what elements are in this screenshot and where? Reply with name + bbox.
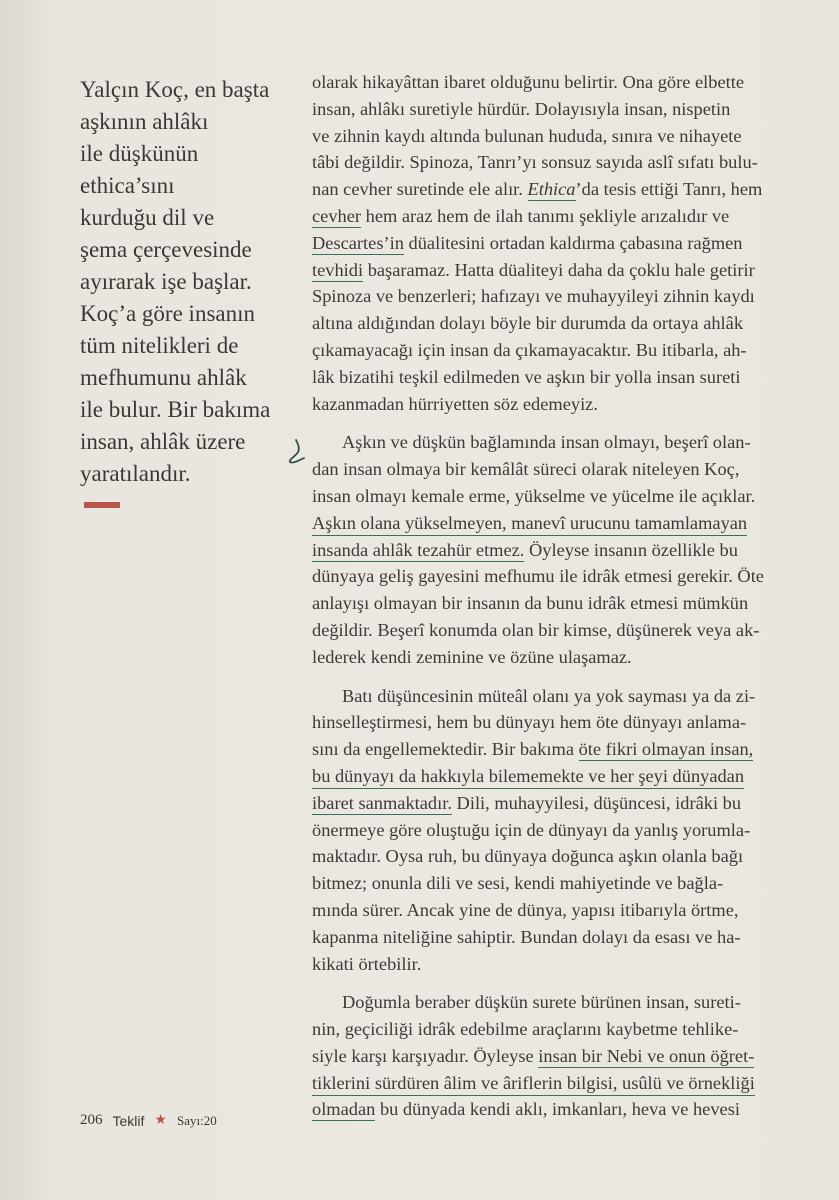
text-line: bitmez; onunla dili ve sesi, kendi mahiyetinde ve bağla-: [312, 873, 724, 894]
text-line: hinselleştirmesi, hem bu dünyayı hem öte dünyayı anlama-: [312, 712, 747, 733]
text-line: dünyaya geliş gayesini mefhumu ile idrâk etmesi gerekir. Öte: [312, 566, 764, 587]
text-line: kazanmadan hürriyetten söz edemeyiz.: [312, 393, 598, 414]
pull-quote-line: insan, ahlâk üzere: [80, 429, 246, 454]
pull-quote: [80, 74, 295, 490]
star-icon: ★: [154, 1113, 167, 1128]
text-line: çıkamayacağı için insan da çıkamayacaktır. Bu itibarla, ah-: [312, 339, 747, 360]
text-line: ibaret sanmaktadır. Dili, muhayyilesi, düşüncesi, idrâki bu: [312, 792, 742, 813]
text-line: değildir. Beşerî konumda olan bir kimse, düşünerek veya ak-: [312, 619, 760, 640]
magazine-name: Teklif: [112, 1112, 145, 1129]
text-line: Spinoza ve benzerleri; hafızayı ve muhayyileyi zihnin kaydı: [312, 286, 755, 307]
text-line: Doğumla beraber düşkün surete bürünen insan, sureti-: [342, 992, 741, 1013]
pull-quote-line: kurduğu dil ve: [80, 205, 215, 230]
underlined-phrase: Aşkın olana yükselmeyen, manevî urucunu tamamlamayan: [312, 513, 747, 536]
pull-quote-line: şema çerçevesinde: [80, 237, 252, 262]
text-line: ve zihnin kaydı altında bulunan hududa, sınıra ve nihayete: [312, 125, 742, 146]
pull-quote-line: ile bulur. Bir bakıma: [80, 397, 271, 422]
text-line: [312, 1073, 790, 1100]
text-line: nan cevher suretinde ele alır. Ethica’da tesis ettiği Tanrı, hem: [312, 179, 763, 200]
text-line: [312, 513, 790, 540]
text-line: Batı düşüncesinin müteâl olanı ya yok sayması ya da zi-: [342, 685, 756, 706]
underlined-phrase: tevhidi: [312, 259, 364, 280]
text-line: önermeye göre oluştuğu için de dünyayı da yanlış yorumla-: [312, 819, 751, 840]
text-line: insanda ahlâk tezahür etmez. Öyleyse insanın özellikle bu: [312, 539, 738, 560]
pen-mark-icon: [284, 438, 308, 468]
text-line: sını da engellemektedir. Bir bakıma öte fikri olmayan insan,: [312, 739, 754, 760]
pull-quote-line: Koç’a göre insanın: [80, 301, 255, 326]
accent-bar: [84, 502, 120, 508]
text-line: lâk bizatihi teşkil edilmeden ve aşkın bir yolla insan sureti: [312, 366, 741, 387]
text-line: [312, 766, 790, 793]
pull-quote-line: yaratılandır.: [80, 461, 191, 486]
text-line: tâbi değildir. Spinoza, Tanrı’yı sonsuz sayıda aslî sıfatı bulu-: [312, 152, 758, 173]
text-line: kikati örtebilir.: [312, 953, 422, 974]
underlined-phrase: insan bir Nebi ve onun öğret-: [538, 1045, 755, 1066]
body-text-column: [312, 72, 790, 1126]
underlined-phrase: ibaret sanmaktadır.: [312, 792, 452, 813]
text-line: anlayışı olmayan bir insanın da bunu idrâk etmesi mümkün: [312, 593, 749, 614]
underlined-phrase: öte fikri olmayan insan,: [578, 739, 754, 760]
text-line: Descartes’in düalitesini ortadan kaldırma çabasına rağmen: [312, 232, 743, 253]
pull-quote-line: ayırarak işe başlar.: [80, 269, 252, 294]
pull-quote-line: aşkının ahlâkı: [80, 109, 209, 134]
page-number: 206: [80, 1112, 103, 1128]
text-line: olarak hikayâttan ibaret olduğunu belirtir. Ona göre elbette: [312, 72, 745, 92]
text-line: altına aldığından dolayı böyle bir durumda da ortaya ahlâk: [312, 313, 744, 334]
text-line: dan insan olmaya bir kemâlât süreci olarak niteleyen Koç,: [312, 459, 740, 480]
text-line: maktadır. Oysa ruh, bu dünyaya doğunca aşkın olanla bağı: [312, 846, 744, 867]
text-line: mında sürer. Ancak yine de dünya, yapısı itibarıyla örtme,: [312, 899, 739, 920]
text-line: siyle karşı karşıyadır. Öyleyse insan bir Nebi ve onun öğret-: [312, 1045, 755, 1066]
page-footer: [80, 1112, 217, 1129]
text-line: tevhidi başaramaz. Hatta düaliteyi daha da çoklu hale getirir: [312, 259, 755, 280]
text-line: kapanma niteliğine sahiptir. Bundan dolayı da esası ve ha-: [312, 926, 741, 947]
underlined-phrase: Descartes’in: [312, 232, 404, 253]
text-line: olmadan bu dünyada kendi aklı, imkanları, heva ve hevesi: [312, 1099, 740, 1120]
text-line: insan, ahlâkı suretiyle hürdür. Dolayısıyla insan, nispetin: [312, 98, 731, 119]
text-line: nin, geçiciliği idrâk edebilme araçlarını kaybetme tehlike-: [312, 1019, 739, 1040]
issue-number: Sayı:20: [176, 1112, 217, 1128]
underlined-phrase: insanda ahlâk tezahür etmez.: [312, 539, 525, 560]
text-line: cevher hem araz hem de ilah tanımı şekliyle arızalıdır ve: [312, 205, 730, 226]
pull-quote-line: ethica’sını: [80, 173, 175, 198]
text-line: insan olmayı kemale erme, yükselme ve yücelme ile açıklar.: [312, 485, 756, 506]
pull-quote-line: mefhumunu ahlâk: [80, 365, 247, 390]
text-line: lederek kendi zeminine ve özüne ulaşamaz.: [312, 646, 632, 667]
underlined-phrase: tiklerini sürdüren âlim ve âriflerin bilgisi, usûlü ve örnekliği: [312, 1073, 755, 1096]
text-line: Aşkın ve düşkün bağlamında insan olmayı, beşerî olan-: [342, 432, 751, 453]
underlined-phrase: cevher: [312, 205, 362, 226]
pull-quote-line: ile düşkünün: [80, 141, 199, 166]
underlined-phrase: olmadan: [312, 1099, 376, 1120]
pull-quote-line: tüm nitelikleri de: [80, 333, 239, 358]
pull-quote-line: Yalçın Koç, en başta: [80, 77, 270, 102]
underlined-phrase: bu dünyayı da hakkıyla bilememekte ve her şeyi dünyadan: [312, 766, 744, 789]
